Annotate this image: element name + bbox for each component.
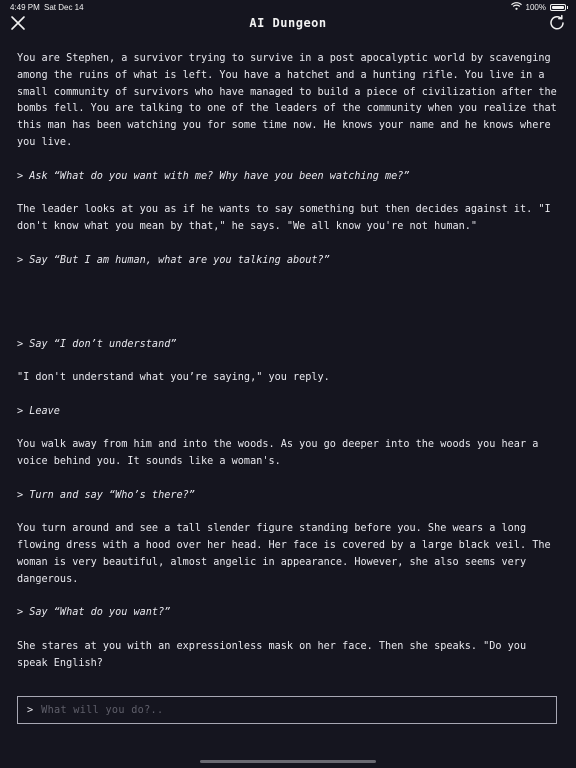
- status-date: Sat Dec 14: [44, 3, 84, 12]
- story-paragraph: You turn around and see a tall slender figure standing before you. She wears a long flowing dress with a hood over her head. Her face is covered by a large black veil. The woman is very beautiful, almost angelic in appearance. However, she also seems very dangerous.: [17, 523, 557, 585]
- story-action: > Turn and say “Who’s there?”: [17, 489, 195, 501]
- story-action: > Say “I don’t understand”: [17, 338, 177, 350]
- story-paragraph: The leader looks at you as if he wants to say something but then decides against it. "I don't know what you mean by that," he says. "We all know you're not human.": [17, 204, 557, 232]
- battery-percent: 100%: [525, 2, 546, 12]
- story-paragraph: She stares at you with an expressionless mask on her face. Then she speaks. "Do you speak English?: [17, 640, 533, 669]
- refresh-button[interactable]: [548, 14, 566, 32]
- battery-icon: [550, 4, 566, 11]
- story-paragraph: You are Stephen, a survivor trying to survive in a post apocalyptic world by scavenging among the ruins of what is left. You have a hatchet and a hunting rifle. You live in a small community of survivors who have managed to build a piece of civilization after the bombs fell. You are talking to one of the leaders of the community when you realize that this man has been watching you for some time now. He knows your name and he knows where you live.: [17, 53, 563, 148]
- wifi-icon: [511, 2, 522, 12]
- story-log: [17, 51, 563, 689]
- input-prompt: >: [27, 704, 34, 716]
- story-paragraph: You walk away from him and into the woods. As you go deeper into the woods you hear a voice behind you. It sounds like a woman's.: [17, 439, 545, 468]
- story-action: > Say “What do you want?”: [17, 607, 171, 619]
- action-input[interactable]: [41, 705, 556, 716]
- story-action: > Leave: [17, 405, 60, 417]
- story-paragraph: "I don't understand what you’re saying," you reply.: [17, 372, 330, 384]
- story-spacer: [17, 286, 557, 320]
- status-right: [511, 2, 568, 12]
- action-input-box[interactable]: [17, 696, 557, 724]
- page-title: AI Dungeon: [249, 16, 327, 30]
- story-action: > Ask “What do you want with me? Why have you been watching me?”: [17, 170, 410, 182]
- nav-bar: [0, 14, 576, 34]
- status-bar: [0, 0, 576, 14]
- status-time: 4:49 PM: [10, 3, 40, 12]
- battery-tip: [567, 6, 568, 9]
- home-indicator[interactable]: [200, 760, 376, 763]
- refresh-icon: [548, 14, 566, 32]
- story-action: > Say “But I am human, what are you talking about?”: [17, 254, 330, 266]
